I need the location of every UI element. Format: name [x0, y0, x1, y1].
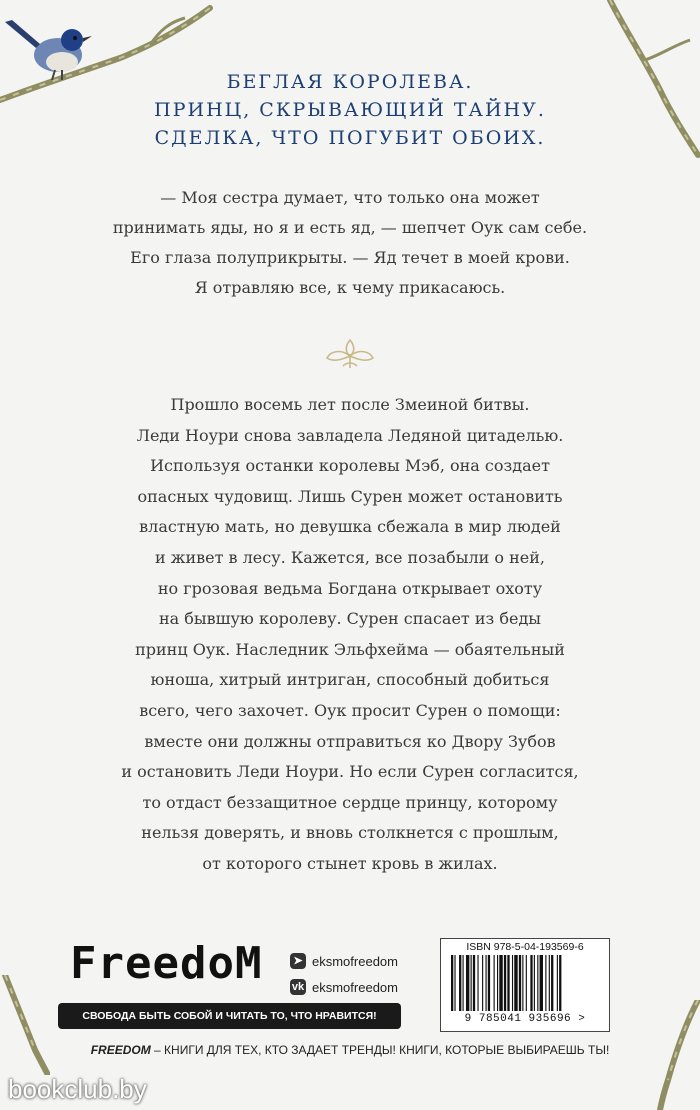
blurb [0, 390, 700, 880]
tagline [0, 68, 700, 152]
social-handle: eksmofreedom [312, 953, 398, 969]
barcode-bar [471, 955, 472, 1011]
barcode-bar [545, 955, 546, 1011]
barcode-bar [551, 955, 553, 1011]
blurb-line: Леди Ноури снова завладела Ледяной цитаделью. [136, 425, 564, 445]
ornament-divider-icon [305, 336, 395, 372]
barcode-bar [557, 955, 558, 1011]
barcode-bars [445, 955, 605, 1013]
social-telegram[interactable] [290, 948, 398, 974]
barcode-bar [459, 955, 461, 1011]
barcode-bar [486, 955, 487, 1011]
blurb-line: и остановить Леди Ноури. Но если Сурен согласится, [121, 762, 579, 782]
social-handles [290, 948, 398, 1000]
blurb-line: опасных чудовищ. Лишь Сурен может остановить [137, 486, 563, 506]
barcode-bar [454, 955, 455, 1011]
vk-icon: vk [291, 981, 305, 993]
footer-text: – КНИГИ ДЛЯ ТЕХ, КТО ЗАДАЕТ ТРЕНДЫ! КНИГИ, КОТОРЫЕ ВЫБИРАЕШЬ ТЫ! [150, 1043, 610, 1057]
quote-line: Его глаза полуприкрыты. — Яд течет в моей крови. [130, 248, 570, 267]
watermark: bookclub.by [8, 1074, 147, 1104]
barcode-bar [477, 955, 478, 1011]
tagline-line: ПРИНЦ, СКРЫВАЮЩИЙ ТАЙНУ. [154, 99, 546, 121]
blurb-line: властную мать, но девушка сбежала в мир людей [139, 517, 561, 537]
barcode-bar [522, 955, 523, 1011]
footer-brand: FREEDOM [90, 1043, 151, 1057]
blurb-line: Прошло восемь лет после Змеиной битвы. [170, 395, 530, 414]
barcode-bar [504, 955, 506, 1011]
blurb-line: от которого стынет кровь в жилах. [202, 853, 498, 873]
blurb-line: на бывшую королеву. Сурен спасает из беды [158, 609, 542, 629]
barcode-bar [549, 955, 550, 1011]
blurb-line: но грозовая ведьма Богдана открывает охоту [157, 578, 543, 598]
quote-line: — Моя сестра думает, что только она может [160, 188, 540, 207]
barcode-bar [499, 955, 502, 1011]
tagline-line: СДЕЛКА, ЧТО ПОГУБИТ ОБОИХ. [154, 127, 546, 149]
blurb-line: то отдаст беззащитное сердце принцу, которому [142, 792, 558, 812]
blurb-line: и живет в лесу. Кажется, все позабыли о ней, [155, 547, 545, 567]
barcode-bar [526, 955, 527, 1011]
isbn-barcode [440, 938, 610, 1032]
social-vk[interactable] [290, 974, 398, 1000]
barcode-bar [514, 955, 517, 1011]
barcode-bar [482, 955, 483, 1011]
barcode-bar [540, 955, 543, 1011]
barcode-bar [466, 955, 469, 1011]
barcode-bar [494, 955, 495, 1011]
telegram-icon: ➤ [290, 953, 306, 969]
barcode-bar [473, 955, 475, 1011]
barcode-bar [488, 955, 490, 1011]
barcode-bar [451, 955, 453, 1011]
footer-tagline [0, 1043, 700, 1057]
barcode-bar [534, 955, 535, 1011]
quote-line: принимать яды, но я и есть яд, — шепчет Оук сам себе. [112, 218, 588, 237]
freedom-logo: FreedoM [70, 938, 263, 989]
blurb-line: принц Оук. Наследник Эльфхейма — обаятельный [135, 639, 565, 659]
blurb-line: вместе они должны отправиться ко Двору Зубов [144, 731, 556, 751]
blurb-line: Используя останки королевы Мэб, она создает [150, 456, 550, 476]
barcode-bar [559, 955, 561, 1011]
isbn-number: ISBN 978-5-04-193569-6 [466, 941, 584, 953]
barcode-bar [507, 955, 509, 1011]
barcode-bar [512, 955, 513, 1011]
branch-bottom-left-illustration [0, 975, 50, 1075]
tagline-line: БЕГЛАЯ КОРОЛЕВА. [226, 71, 474, 93]
blurb-line: всего, чего захочет. Оук просит Сурен о помощи: [139, 700, 561, 720]
blurb-line: юноша, хитрый интриган, способный добиться [150, 670, 550, 690]
blurb-line: нельзя доверять, и вновь столкнется с прошлым, [141, 823, 559, 843]
barcode-digits: 9 785041 935696 > [464, 1013, 586, 1025]
barcode-bar [537, 955, 538, 1011]
barcode-bar [463, 955, 464, 1011]
barcode-bar [519, 955, 521, 1011]
social-handle: eksmofreedom [312, 979, 398, 995]
barcode-bar [530, 955, 532, 1011]
quote [0, 183, 700, 303]
quote-line: Я отравляю все, к чему прикасаюсь. [194, 278, 506, 297]
barcode-bar [497, 955, 498, 1011]
slogan-banner: СВОБОДА БЫТЬ СОБОЙ И ЧИТАТЬ ТО, ЧТО НРАВИТСЯ! [58, 1003, 401, 1029]
